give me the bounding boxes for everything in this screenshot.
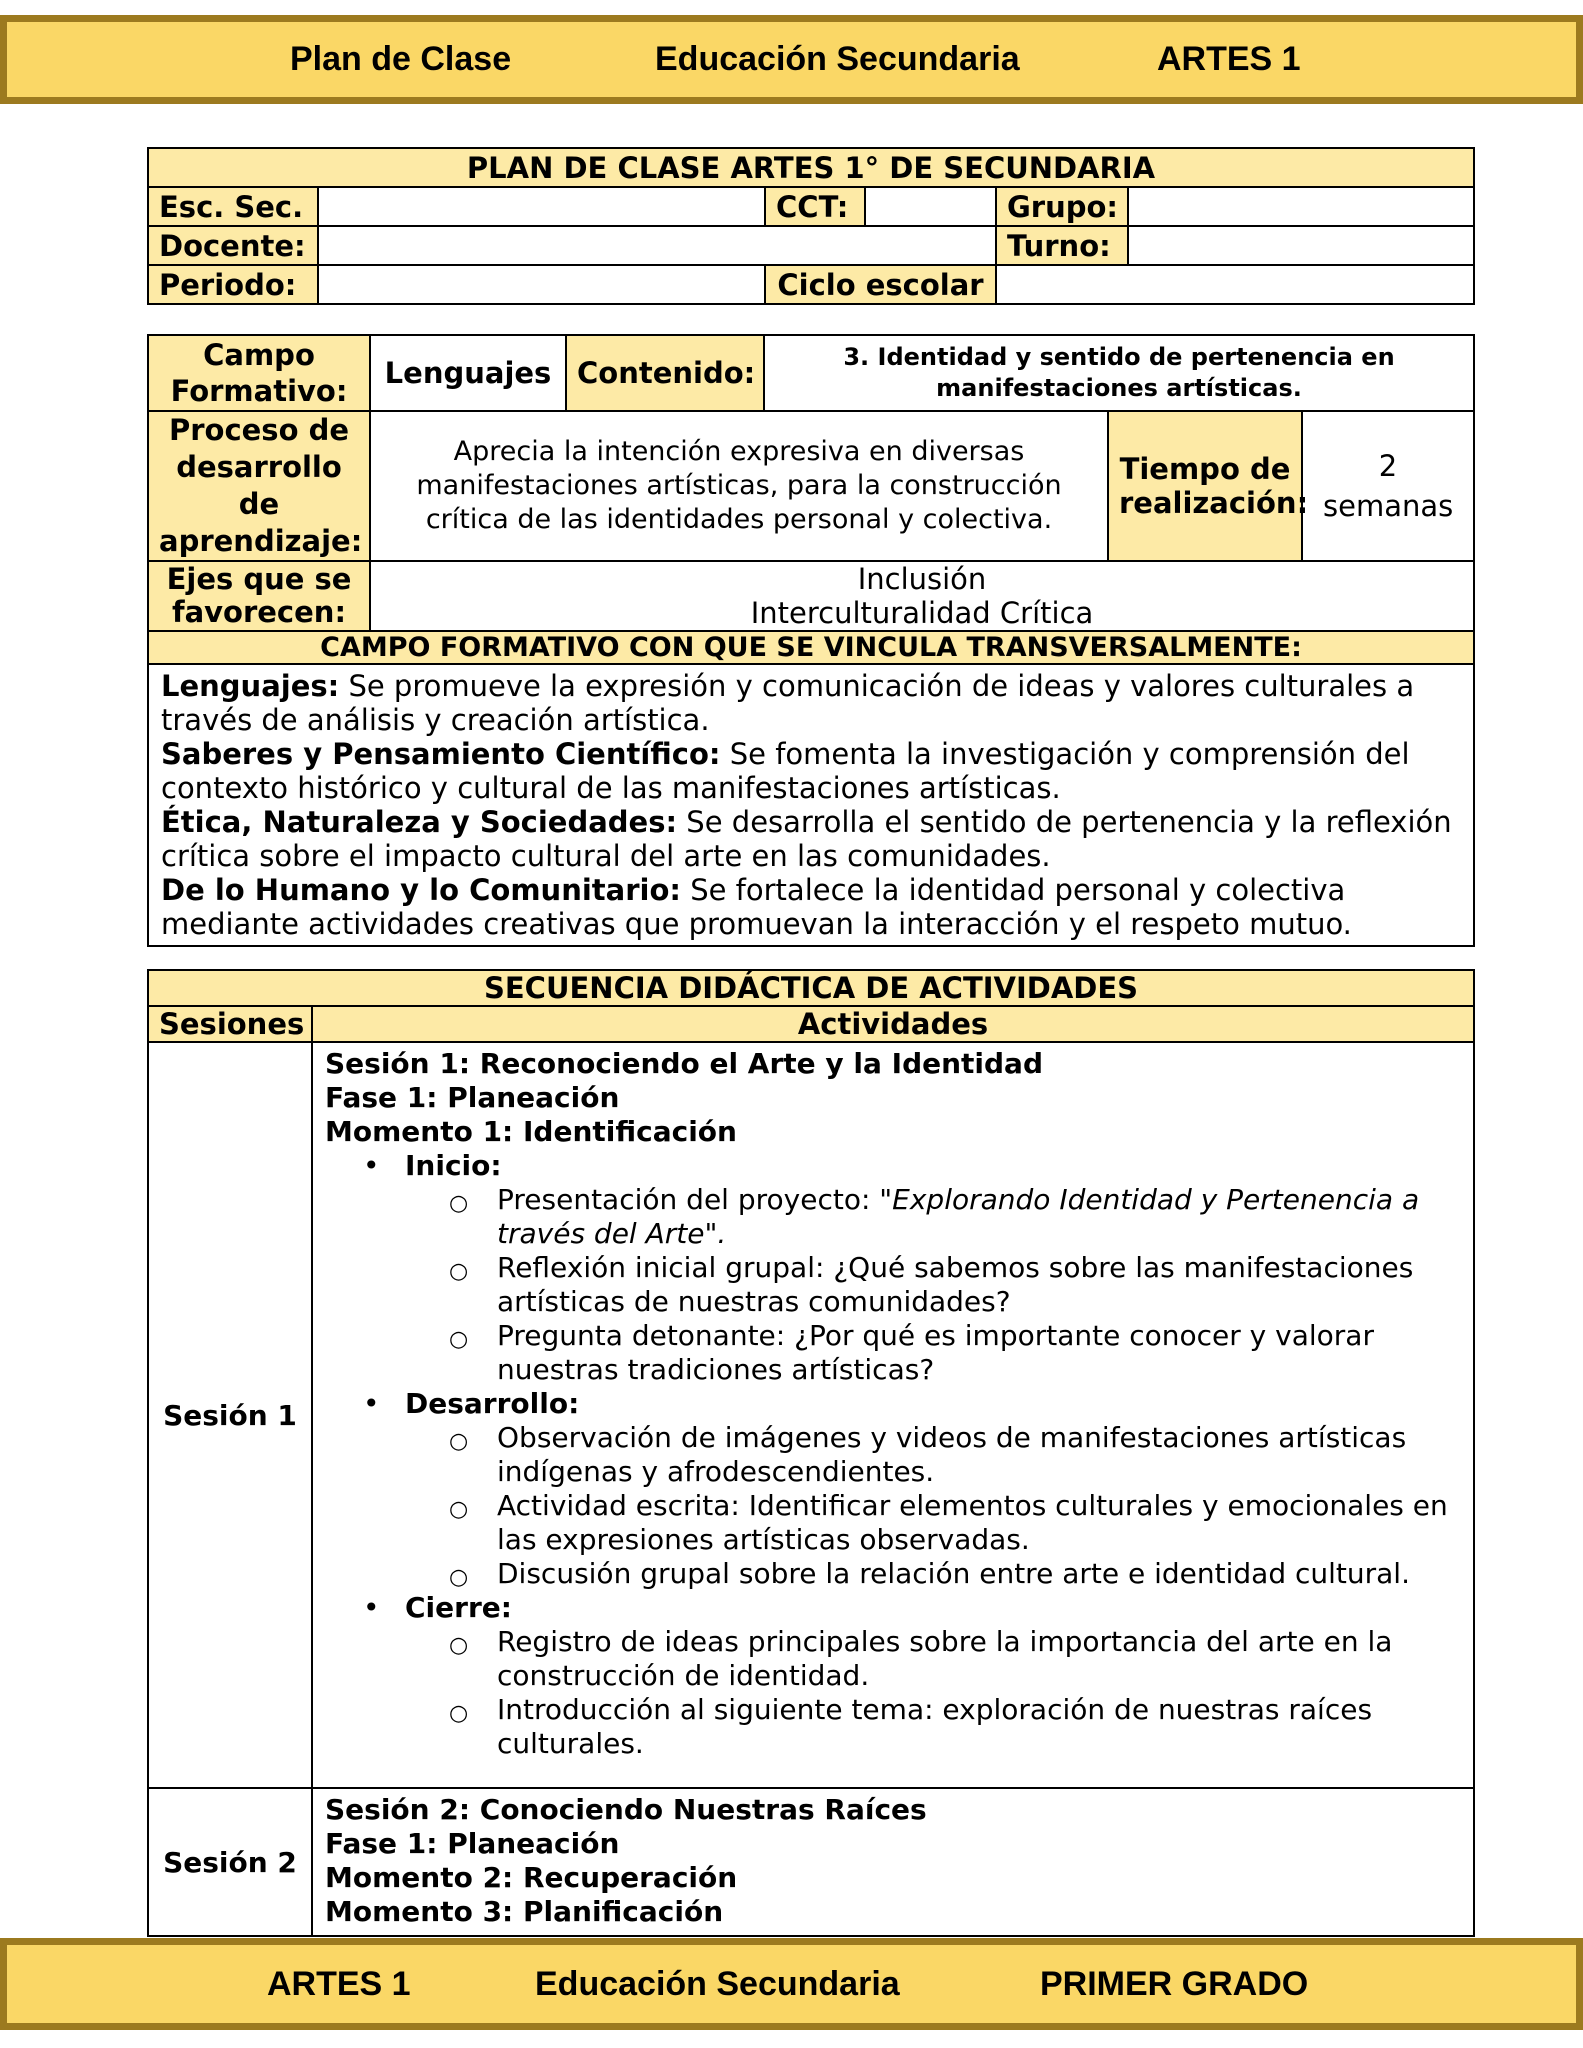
block-title: Inicio: [405,1149,502,1182]
list-item [449,1421,1461,1489]
transversal-text: Se desarrolla el sentido de pertenencia y la reflexión crítica sobre el impacto cultural del arte en las comunidades. [161,805,1452,873]
transversal-item [161,737,1461,805]
transversal-item [161,669,1461,737]
circle-bullet-icon: ○ [449,1633,469,1658]
circle-bullet-icon: ○ [449,1191,469,1216]
circle-bullet-icon: ○ [449,1497,469,1522]
list-item [449,1319,1461,1387]
item-text: Actividad escrita: Identificar elementos culturales y emocionales en las expresiones artísticas observadas. [497,1489,1448,1556]
esc-sec-label: Esc. Sec. [148,187,318,226]
block-title: Cierre: [405,1591,512,1624]
circle-bullet-icon: ○ [449,1565,469,1590]
ciclo-field[interactable] [996,265,1474,304]
activity-blocks [325,1149,1461,1761]
session-label: Sesión 1 [148,1042,312,1788]
cct-label: CCT: [765,187,865,226]
sequence-table [147,969,1475,1937]
eje-inclusion: Inclusión [857,562,987,596]
details-table [147,334,1475,947]
footer-banner [0,1938,1583,2030]
col-actividades: Actividades [312,1006,1474,1042]
circle-bullet-icon: ○ [449,1259,469,1284]
eje-interculturalidad: Interculturalidad Crítica [750,596,1094,630]
session-header: Sesión 2: Conociendo Nuestras Raíces [325,1793,927,1826]
phase-header: Fase 1: Planeación [325,1827,620,1860]
session-activities [312,1788,1474,1936]
moment-header: Momento 2: Recuperación [325,1861,738,1894]
session-header: Sesión 1: Reconociendo el Arte y la Identidad [325,1047,1043,1080]
item-text: Observación de imágenes y videos de manifestaciones artísticas indígenas y afrodescendientes. [497,1421,1407,1488]
block-cierre [363,1591,1461,1761]
footer-center: Educación Secundaria [535,1964,900,2003]
docente-label: Docente: [148,226,318,265]
pda-label: Proceso de desarrollo de aprendizaje: [148,411,370,561]
turno-label: Turno: [996,226,1128,265]
transversal-text: Se fortalece la identidad personal y colectiva mediante actividades creativas que promuevan la interacción y el respeto mutuo. [161,873,1352,941]
contenido-label: Contenido: [566,335,764,411]
item-text: Registro de ideas principales sobre la importancia del arte en la construcción de identidad. [497,1625,1393,1692]
plan-title: PLAN DE CLASE ARTES 1° DE SECUNDARIA [148,148,1474,187]
cct-field[interactable] [865,187,996,226]
transversal-label: Saberes y Pensamiento Científico: [161,737,721,771]
bullet-icon: • [363,1387,380,1420]
header-banner [0,15,1583,104]
list-item [449,1693,1461,1761]
transversal-text: Se fomenta la investigación y comprensión del contexto histórico y cultural de las manifestaciones artísticas. [161,737,1410,805]
ciclo-label: Ciclo escolar [765,265,996,304]
transversal-label: Lenguajes: [161,669,340,703]
docente-field[interactable] [318,226,996,265]
pda-value: Aprecia la intención expresiva en diversas manifestaciones artísticas, para la construcción crítica de las identidades personal y colectiva. [370,411,1108,561]
transversal-text: Se promueve la expresión y comunicación de ideas y valores culturales a través de análisis y creación artística. [161,669,1415,737]
block-inicio [363,1149,1461,1387]
ejes-label: Ejes que se favorecen: [148,561,370,631]
general-info-table [147,147,1475,305]
campo-value: Lenguajes [370,335,566,411]
grupo-field[interactable] [1128,187,1474,226]
transversal-item [161,873,1461,941]
item-text: Reflexión inicial grupal: ¿Qué sabemos sobre las manifestaciones artísticas de nuestras comunidades? [497,1251,1414,1318]
turno-field[interactable] [1128,226,1474,265]
campo-label: Campo Formativo: [148,335,370,411]
item-text: Presentación del proyecto: [497,1183,880,1216]
header-right: ARTES 1 [1157,40,1301,78]
footer-left: ARTES 1 [267,1964,411,2003]
transversal-list [148,664,1474,946]
transversal-item [161,805,1461,873]
item-text: Discusión grupal sobre la relación entre arte e identidad cultural. [497,1557,1410,1590]
list-item [449,1489,1461,1557]
list-item [449,1557,1461,1591]
circle-bullet-icon: ○ [449,1701,469,1726]
block-desarrollo [363,1387,1461,1591]
item-text: Pregunta detonante: ¿Por qué es importante conocer y valorar nuestras tradiciones artísticas? [497,1319,1374,1386]
footer-right: PRIMER GRADO [1040,1964,1309,2003]
transversal-title: CAMPO FORMATIVO CON QUE SE VINCULA TRANSVERSALMENTE: [148,631,1474,664]
tiempo-label: Tiempo de realización: [1108,411,1302,561]
periodo-label: Periodo: [148,265,318,304]
header-left: Plan de Clase [290,40,512,78]
session-activities [312,1042,1474,1788]
transversal-label: Ética, Naturaleza y Sociedades: [161,805,678,839]
sequence-title: SECUENCIA DIDÁCTICA DE ACTIVIDADES [148,970,1474,1006]
list-item [449,1625,1461,1693]
session-label: Sesión 2 [148,1788,312,1936]
phase-header: Fase 1: Planeación [325,1081,620,1114]
transversal-label: De lo Humano y lo Comunitario: [161,873,681,907]
item-text: Introducción al siguiente tema: exploración de nuestras raíces culturales. [497,1693,1373,1760]
list-item [449,1251,1461,1319]
block-title: Desarrollo: [405,1387,580,1420]
moment-header: Momento 3: Planificación [325,1895,724,1928]
contenido-value: 3. Identidad y sentido de pertenencia en manifestaciones artísticas. [764,335,1474,411]
periodo-field[interactable] [318,265,765,304]
tiempo-value: 2 semanas [1302,411,1474,561]
project-title: "Explorando Identidad y Pertenencia a través del Arte". [497,1183,1420,1250]
list-item [449,1183,1461,1251]
ejes-value [370,561,1474,631]
circle-bullet-icon: ○ [449,1327,469,1352]
moment-header: Momento 1: Identificación [325,1115,737,1148]
circle-bullet-icon: ○ [449,1429,469,1454]
bullet-icon: • [363,1591,380,1624]
header-center: Educación Secundaria [655,40,1020,78]
col-sesiones: Sesiones [148,1006,312,1042]
esc-sec-field[interactable] [318,187,765,226]
grupo-label: Grupo: [996,187,1128,226]
bullet-icon: • [363,1149,380,1182]
